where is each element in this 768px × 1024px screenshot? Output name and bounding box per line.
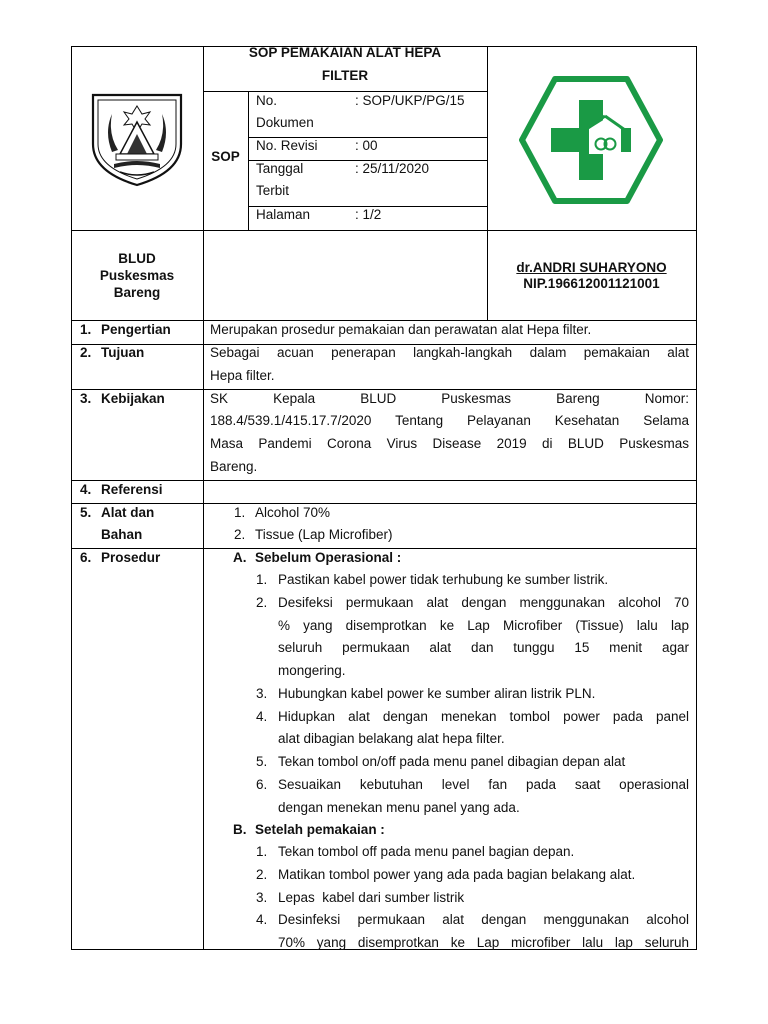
- step-text: alat dibagian belakang alat hepa filter.: [278, 731, 505, 746]
- table-column-divider: [203, 46, 204, 950]
- step-number: 1.: [256, 572, 268, 587]
- meta-value: : 1/2: [355, 207, 382, 222]
- step-number: 2.: [256, 867, 268, 882]
- kebijakan-text-line1: SK Kepala BLUD Puskesmas Bareng Nomor:: [210, 391, 689, 406]
- org-name-line2: Puskesmas: [99, 268, 175, 283]
- step-text: Tekan tombol off pada menu panel bagian depan.: [278, 844, 575, 859]
- step-text: Hubungkan kabel power ke sumber aliran listrik PLN.: [278, 686, 596, 701]
- section-label-referensi: Referensi: [101, 482, 163, 497]
- step-number: 2.: [256, 595, 268, 610]
- table-border-right: [696, 46, 697, 950]
- step-text: Lepas kabel dari sumber listrik: [278, 890, 465, 905]
- step-text: Pastikan kabel power tidak terhubung ke sumber listrik.: [278, 572, 609, 587]
- meta-value: : 25/11/2020: [355, 161, 430, 176]
- kebijakan-text-line4: Bareng.: [210, 459, 258, 474]
- step-number: 3.: [256, 686, 268, 701]
- org-name-line1: BLUD: [118, 251, 156, 266]
- section-label-tujuan: Tujuan: [101, 345, 145, 360]
- meta-label: Terbit: [256, 183, 290, 198]
- table-divider: [71, 230, 697, 231]
- pengertian-text: Merupakan prosedur pemakaian dan perawatan alat Hepa filter.: [210, 322, 592, 337]
- sop-label: SOP: [211, 149, 240, 164]
- step-text: dengan menekan menu panel yang ada.: [278, 800, 520, 815]
- step-text: 70% yang disemprotkan ke Lap microfiber lalu lap seluruh: [278, 935, 689, 950]
- section-label-pengertian: Pengertian: [101, 322, 171, 337]
- section-label-alat: Alat dan: [101, 505, 155, 520]
- signer-name: dr.ANDRI SUHARYONO: [516, 260, 667, 275]
- meta-label: Halaman: [256, 207, 311, 222]
- list-number: 2.: [234, 527, 246, 542]
- step-number: 4.: [256, 709, 268, 724]
- meta-label: Dokumen: [256, 115, 314, 130]
- step-number: 5.: [256, 754, 268, 769]
- section-number: 2.: [80, 345, 92, 360]
- tujuan-text-line2: Hepa filter.: [210, 368, 275, 383]
- subsection-title-setelah: Setelah pemakaian :: [255, 822, 385, 837]
- section-label-prosedur: Prosedur: [101, 550, 161, 565]
- step-text: seluruh permukaan alat dan tunggu 15 menit agar: [278, 640, 689, 655]
- puskesmas-logo: [519, 76, 663, 204]
- step-text: Tekan tombol on/off pada menu panel dibagian depan alat: [278, 754, 626, 769]
- meta-value: : 00: [355, 138, 378, 153]
- signer-nip: NIP.196612001121001: [523, 276, 660, 291]
- step-text: Desinfeksi permukaan alat dengan menggunakan alcohol: [278, 912, 689, 927]
- step-text: Desifeksi permukaan alat dengan menggunakan alcohol 70: [278, 595, 689, 610]
- table-divider: [71, 503, 697, 504]
- meta-value: : SOP/UKP/PG/15: [355, 93, 465, 108]
- org-name-line3: Bareng: [113, 285, 161, 300]
- list-number: 1.: [234, 505, 246, 520]
- step-text: Sesuaikan kebutuhan level fan pada saat operasional: [278, 777, 689, 792]
- step-number: 3.: [256, 890, 268, 905]
- subsection-title-sebelum: Sebelum Operasional :: [255, 550, 402, 565]
- section-label-kebijakan: Kebijakan: [101, 391, 165, 406]
- alat-item: Alcohol 70%: [255, 505, 331, 520]
- step-number: 6.: [256, 777, 268, 792]
- document-title-line1: SOP PEMAKAIAN ALAT HEPA: [248, 45, 442, 60]
- step-text: Hidupkan alat dengan menekan tombol power pada panel: [278, 709, 689, 724]
- kebijakan-text-line2: 188.4/539.1/415.17.7/2020 Tentang Pelayanan Kesehatan Selama: [210, 413, 689, 428]
- table-divider: [71, 480, 697, 481]
- section-label-bahan: Bahan: [101, 527, 143, 542]
- meta-label: No.: [256, 93, 278, 108]
- subsection-letter: B.: [233, 822, 247, 837]
- regional-seal-logo: [90, 92, 184, 188]
- document-title-line2: FILTER: [321, 68, 369, 83]
- step-text: mongering.: [278, 663, 346, 678]
- section-number: 3.: [80, 391, 92, 406]
- section-number: 1.: [80, 322, 92, 337]
- step-text: Matikan tombol power yang ada pada bagian belakang alat.: [278, 867, 636, 882]
- kebijakan-text-line3: Masa Pandemi Corona Virus Disease 2019 di BLUD Puskesmas: [210, 436, 689, 451]
- subsection-letter: A.: [233, 550, 247, 565]
- tujuan-text-line1: Sebagai acuan penerapan langkah-langkah dalam pemakaian alat: [210, 345, 689, 360]
- alat-item: Tissue (Lap Microfiber): [255, 527, 393, 542]
- meta-label: Tanggal: [256, 161, 304, 176]
- step-number: 4.: [256, 912, 268, 927]
- section-number: 4.: [80, 482, 92, 497]
- step-number: 1.: [256, 844, 268, 859]
- sop-label-divider: [248, 91, 249, 231]
- meta-label: No. Revisi: [256, 138, 318, 153]
- step-text: % yang disemprotkan ke Lap Microfiber (Tissue) lalu lap: [278, 618, 689, 633]
- section-number: 6.: [80, 550, 92, 565]
- section-number: 5.: [80, 505, 92, 520]
- table-border-left: [71, 46, 72, 950]
